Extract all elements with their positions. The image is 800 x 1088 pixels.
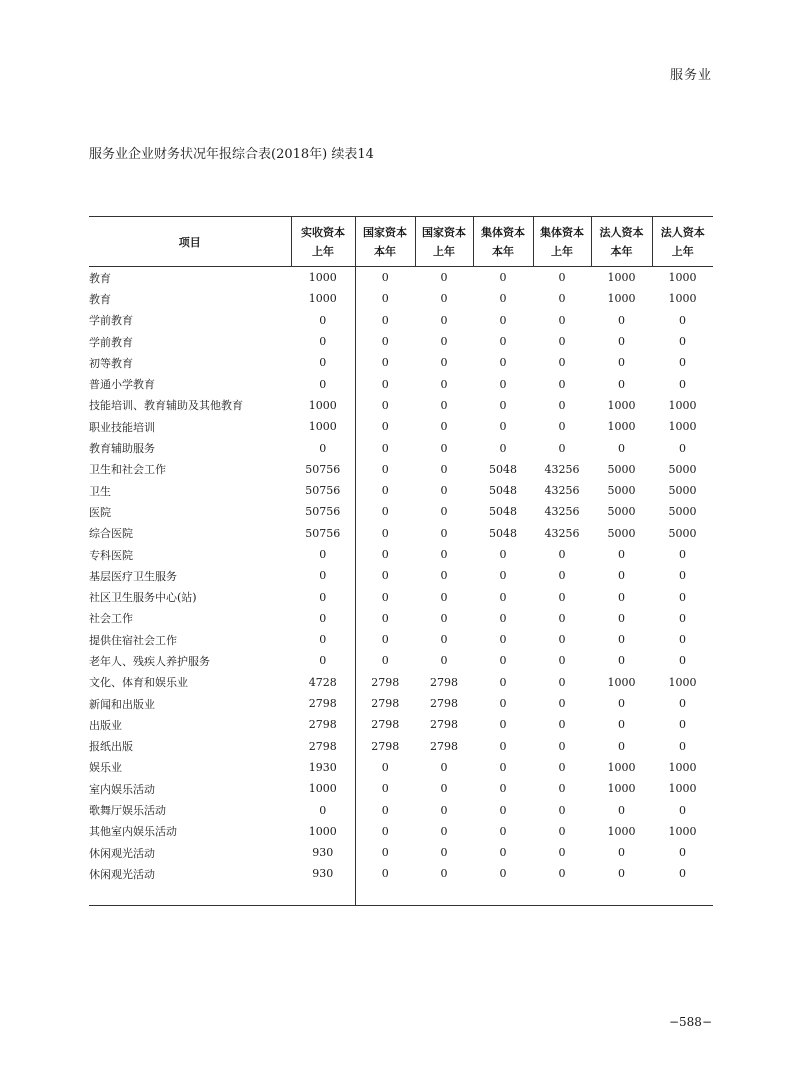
row-value-cell: 0: [381, 611, 389, 625]
row-value-cell: 0: [499, 782, 507, 796]
row-value-cell: 5000: [607, 462, 636, 476]
row-value-cell: 0: [291, 352, 355, 373]
row-value-cell: 0: [558, 867, 566, 881]
row-value-cell: 43256: [544, 526, 580, 540]
table-row: [89, 736, 713, 757]
row-item-label: 卫生: [89, 484, 111, 498]
spacer-cell: [473, 885, 533, 906]
row-value-cell: 1000: [668, 782, 697, 796]
row-value-cell: 0: [440, 505, 448, 519]
header-state-capital-last-year: 国家资本 上年: [415, 217, 473, 267]
row-value-cell: 0: [558, 633, 566, 647]
row-value-cell: 0: [499, 633, 507, 647]
row-item-label: 新闻和出版业: [89, 697, 155, 711]
header-item: 项目: [89, 217, 291, 267]
row-value-cell: 0: [499, 611, 507, 625]
row-value-cell: 0: [440, 569, 448, 583]
row-value-cell: 0: [440, 526, 448, 540]
row-value-cell: 1000: [291, 395, 355, 416]
row-value-cell: 0: [618, 590, 625, 604]
table-row: [89, 757, 713, 778]
row-value-cell: 1000: [607, 824, 636, 838]
row-item-label: 基层医疗卫生服务: [89, 569, 177, 583]
row-value-cell: 0: [381, 654, 389, 668]
header-row: [89, 217, 713, 267]
row-item-label: 专科医院: [89, 548, 133, 562]
row-value-cell: 0: [291, 565, 355, 586]
row-value-cell: 50756: [291, 480, 355, 501]
row-item-label: 卫生和社会工作: [89, 463, 166, 477]
row-value-cell: 0: [499, 590, 507, 604]
row-value-cell: 0: [558, 292, 566, 306]
row-value-cell: 0: [291, 629, 355, 650]
row-value-cell: 2798: [430, 675, 458, 689]
spacer-cell: [415, 885, 473, 906]
row-value-cell: 0: [618, 377, 625, 391]
row-value-cell: 0: [499, 548, 507, 561]
row-value-cell: 0: [440, 292, 448, 306]
row-value-cell: 0: [381, 760, 389, 774]
row-value-cell: 2798: [430, 718, 458, 732]
row-value-cell: 1000: [668, 675, 697, 689]
row-value-cell: 0: [499, 420, 507, 434]
table-row: [89, 799, 713, 820]
row-item-label: 普通小学教育: [89, 378, 155, 392]
header-collective-capital-last-year: 集体资本 上年: [533, 217, 591, 267]
row-value-cell: 1000: [291, 416, 355, 437]
row-item-label: 娱乐业: [89, 761, 122, 775]
row-value-cell: 0: [381, 462, 389, 476]
row-value-cell: 1000: [607, 760, 636, 774]
row-value-cell: 0: [381, 292, 389, 306]
row-value-cell: 0: [499, 335, 507, 349]
row-value-cell: 1000: [291, 778, 355, 799]
header-state-capital-this-year: 国家资本 本年: [355, 217, 415, 267]
row-item-label: 歌舞厅娱乐活动: [89, 804, 166, 818]
row-value-cell: 0: [440, 398, 448, 412]
row-value-cell: 0: [679, 654, 686, 668]
row-value-cell: 0: [291, 437, 355, 458]
row-value-cell: 5048: [489, 484, 517, 498]
row-item-label: 社会工作: [89, 612, 133, 626]
row-value-cell: 1000: [668, 824, 697, 838]
row-item-label: 学前教育: [89, 314, 133, 328]
row-value-cell: 0: [440, 335, 448, 349]
spacer-cell: [652, 885, 713, 906]
financial-table: [89, 216, 713, 906]
row-value-cell: 1000: [607, 292, 636, 306]
row-value-cell: 0: [499, 292, 507, 306]
table-row: [89, 586, 713, 607]
table-row: [89, 373, 713, 394]
row-value-cell: 0: [440, 760, 448, 774]
row-value-cell: 0: [558, 760, 566, 774]
page-number: −588−: [668, 1015, 712, 1029]
row-value-cell: 5000: [668, 462, 697, 476]
row-value-cell: 0: [440, 356, 448, 370]
row-value-cell: 0: [618, 803, 625, 817]
row-value-cell: 0: [618, 697, 625, 711]
row-item-label: 室内娱乐活动: [89, 782, 155, 796]
row-value-cell: 0: [381, 824, 389, 838]
row-value-cell: 0: [618, 356, 625, 370]
row-value-cell: 0: [558, 654, 566, 668]
row-value-cell: 0: [618, 633, 625, 647]
row-value-cell: 0: [618, 718, 625, 732]
spacer-cell: [591, 885, 652, 906]
row-value-cell: 0: [440, 824, 448, 838]
row-value-cell: 0: [558, 398, 566, 412]
row-value-cell: 5000: [607, 505, 636, 519]
row-value-cell: 5048: [489, 505, 517, 519]
row-value-cell: 0: [499, 569, 507, 583]
table-body: [89, 267, 713, 906]
spacer-cell: [89, 885, 291, 906]
row-value-cell: 50756: [291, 501, 355, 522]
row-value-cell: 0: [440, 803, 448, 817]
row-value-cell: 0: [558, 548, 566, 561]
row-value-cell: 0: [499, 654, 507, 668]
row-value-cell: 0: [381, 313, 389, 327]
row-value-cell: 0: [381, 398, 389, 412]
row-value-cell: 0: [291, 608, 355, 629]
row-value-cell: 0: [381, 846, 389, 860]
table-row: [89, 821, 713, 842]
table-row: [89, 501, 713, 522]
row-item-label: 提供住宿社会工作: [89, 633, 177, 647]
row-value-cell: 0: [440, 867, 448, 881]
row-item-label: 老年人、残疾人养护服务: [89, 654, 210, 668]
table-row: [89, 459, 713, 480]
row-item-label: 技能培训、教育辅助及其他教育: [89, 399, 243, 413]
row-value-cell: 0: [679, 313, 686, 327]
row-value-cell: 0: [679, 569, 686, 583]
row-value-cell: 0: [381, 271, 389, 285]
row-item-label: 初等教育: [89, 356, 133, 370]
row-value-cell: 0: [558, 697, 566, 711]
row-value-cell: 0: [558, 782, 566, 796]
row-value-cell: 0: [291, 586, 355, 607]
row-value-cell: 0: [679, 803, 686, 817]
row-item-label: 教育: [89, 292, 111, 306]
row-value-cell: 50756: [291, 459, 355, 480]
row-value-cell: 0: [558, 824, 566, 838]
row-value-cell: 0: [440, 377, 448, 391]
row-value-cell: 0: [558, 335, 566, 349]
row-value-cell: 1000: [291, 288, 355, 309]
row-value-cell: 43256: [544, 462, 580, 476]
row-value-cell: 2798: [291, 714, 355, 735]
row-item-label: 职业技能培训: [89, 420, 155, 434]
row-value-cell: 0: [499, 824, 507, 838]
row-item-label: 教育: [89, 271, 111, 285]
row-value-cell: 2798: [371, 739, 400, 753]
row-value-cell: 0: [381, 420, 389, 434]
row-value-cell: 0: [440, 846, 448, 860]
row-value-cell: 5048: [489, 462, 517, 476]
table-row: [89, 288, 713, 309]
row-value-cell: 0: [291, 650, 355, 671]
row-value-cell: 0: [618, 611, 625, 625]
table-row: [89, 629, 713, 650]
row-value-cell: 0: [618, 739, 625, 753]
row-value-cell: 50756: [291, 523, 355, 544]
row-value-cell: 0: [440, 313, 448, 327]
row-value-cell: 0: [558, 675, 566, 689]
table-row: [89, 714, 713, 735]
row-value-cell: 1000: [607, 271, 636, 285]
row-value-cell: 0: [679, 697, 686, 711]
row-value-cell: 0: [558, 803, 566, 817]
row-value-cell: 0: [679, 739, 686, 753]
row-value-cell: 0: [440, 462, 448, 476]
row-value-cell: 0: [440, 441, 448, 455]
row-value-cell: 5000: [668, 505, 697, 519]
spacer-cell: [355, 885, 415, 906]
row-value-cell: 0: [558, 718, 566, 732]
row-value-cell: 2798: [371, 697, 400, 711]
row-value-cell: 0: [558, 441, 566, 455]
row-value-cell: 1930: [291, 757, 355, 778]
row-value-cell: 0: [440, 271, 448, 285]
row-value-cell: 1000: [668, 760, 697, 774]
row-value-cell: 0: [558, 846, 566, 860]
row-value-cell: 2798: [430, 739, 458, 753]
row-value-cell: 930: [291, 863, 355, 884]
row-value-cell: 5000: [607, 526, 636, 540]
row-value-cell: 0: [679, 633, 686, 647]
row-value-cell: 0: [381, 633, 389, 647]
table-row: [89, 395, 713, 416]
row-value-cell: 0: [558, 377, 566, 391]
row-value-cell: 0: [291, 331, 355, 352]
table-row: [89, 331, 713, 352]
row-item-label: 综合医院: [89, 527, 133, 541]
row-value-cell: 1000: [668, 271, 697, 285]
spacer-cell: [533, 885, 591, 906]
row-value-cell: 0: [381, 803, 389, 817]
row-value-cell: 0: [440, 548, 448, 561]
table-row: [89, 523, 713, 544]
row-value-cell: 2798: [291, 693, 355, 714]
row-value-cell: 0: [558, 590, 566, 604]
row-value-cell: 2798: [371, 718, 400, 732]
row-value-cell: 0: [558, 611, 566, 625]
row-value-cell: 0: [381, 335, 389, 349]
row-value-cell: 0: [499, 441, 507, 455]
row-value-cell: 0: [618, 313, 625, 327]
row-value-cell: 2798: [291, 736, 355, 757]
row-value-cell: 930: [291, 842, 355, 863]
row-value-cell: 0: [440, 484, 448, 498]
row-value-cell: 1000: [291, 267, 355, 289]
row-item-label: 文化、体育和娱乐业: [89, 676, 188, 690]
header-collective-capital-this-year: 集体资本 本年: [473, 217, 533, 267]
row-value-cell: 5000: [607, 484, 636, 498]
header-legal-person-capital-this-year: 法人资本 本年: [591, 217, 652, 267]
row-value-cell: 0: [381, 441, 389, 455]
row-value-cell: 0: [618, 548, 625, 561]
header-legal-person-capital-last-year: 法人资本 上年: [652, 217, 713, 267]
row-value-cell: 0: [679, 846, 686, 860]
row-value-cell: 0: [499, 803, 507, 817]
table-row: [89, 650, 713, 671]
row-value-cell: 0: [679, 867, 686, 881]
row-item-label: 出版业: [89, 718, 122, 732]
row-value-cell: 2798: [430, 697, 458, 711]
row-value-cell: 5000: [668, 526, 697, 540]
row-value-cell: 0: [679, 377, 686, 391]
row-value-cell: 0: [381, 867, 389, 881]
table-row: [89, 778, 713, 799]
row-value-cell: 0: [499, 377, 507, 391]
row-value-cell: 0: [679, 548, 686, 561]
row-value-cell: 0: [440, 611, 448, 625]
row-item-label: 社区卫生服务中心(站): [89, 591, 197, 605]
table-row: [89, 310, 713, 331]
row-value-cell: 0: [499, 846, 507, 860]
row-value-cell: 0: [381, 526, 389, 540]
row-value-cell: 0: [440, 654, 448, 668]
row-value-cell: 0: [499, 718, 507, 732]
row-item-label: 休闲观光活动: [89, 846, 155, 860]
row-value-cell: 0: [291, 799, 355, 820]
row-item-label: 医院: [89, 505, 111, 519]
row-value-cell: 1000: [291, 821, 355, 842]
row-value-cell: 0: [499, 271, 507, 285]
row-value-cell: 1000: [668, 292, 697, 306]
row-value-cell: 0: [381, 484, 389, 498]
row-value-cell: 0: [499, 356, 507, 370]
row-value-cell: 0: [679, 590, 686, 604]
row-value-cell: 0: [291, 310, 355, 331]
row-item-label: 其他室内娱乐活动: [89, 825, 177, 839]
row-value-cell: 0: [679, 356, 686, 370]
running-head: 服务业: [669, 68, 712, 83]
row-value-cell: 1000: [668, 420, 697, 434]
table-row: [89, 863, 713, 884]
header-paid-in-capital-last-year: 实收资本 上年: [291, 217, 355, 267]
row-value-cell: 0: [381, 548, 389, 561]
table-row: [89, 693, 713, 714]
table-row: [89, 544, 713, 565]
row-value-cell: 0: [499, 313, 507, 327]
table-row: [89, 267, 713, 289]
row-value-cell: 1000: [668, 398, 697, 412]
row-value-cell: 5048: [489, 526, 517, 540]
row-value-cell: 1000: [607, 782, 636, 796]
financial-table-container: [89, 216, 713, 906]
row-value-cell: 1000: [607, 420, 636, 434]
row-item-label: 教育辅助服务: [89, 442, 155, 456]
spacer-cell: [291, 885, 355, 906]
row-value-cell: 0: [291, 544, 355, 565]
row-value-cell: 0: [499, 398, 507, 412]
row-value-cell: 0: [381, 590, 389, 604]
row-value-cell: 0: [618, 569, 625, 583]
row-value-cell: 0: [618, 867, 625, 881]
row-item-label: 休闲观光活动: [89, 867, 155, 881]
row-value-cell: 5000: [668, 484, 697, 498]
row-value-cell: 0: [618, 335, 625, 349]
row-value-cell: 0: [558, 420, 566, 434]
row-value-cell: 0: [291, 373, 355, 394]
row-value-cell: 0: [679, 335, 686, 349]
row-value-cell: 0: [381, 782, 389, 796]
row-value-cell: 0: [679, 441, 686, 455]
row-value-cell: 0: [618, 846, 625, 860]
row-value-cell: 0: [440, 420, 448, 434]
table-row: [89, 672, 713, 693]
row-value-cell: 43256: [544, 484, 580, 498]
row-value-cell: 0: [381, 505, 389, 519]
row-value-cell: 0: [558, 313, 566, 327]
row-value-cell: 0: [499, 739, 507, 753]
row-value-cell: 0: [558, 569, 566, 583]
row-value-cell: 0: [618, 441, 625, 455]
row-value-cell: 0: [558, 739, 566, 753]
row-item-label: 学前教育: [89, 335, 133, 349]
row-value-cell: 0: [618, 654, 625, 668]
row-value-cell: 0: [381, 377, 389, 391]
row-value-cell: 4728: [291, 672, 355, 693]
row-item-label: 报纸出版: [89, 740, 133, 754]
table-row: [89, 437, 713, 458]
table-spacer-row: [89, 885, 713, 906]
row-value-cell: 2798: [371, 675, 400, 689]
row-value-cell: 0: [499, 760, 507, 774]
row-value-cell: 0: [679, 611, 686, 625]
row-value-cell: 1000: [607, 675, 636, 689]
row-value-cell: 0: [440, 590, 448, 604]
row-value-cell: 0: [440, 633, 448, 647]
row-value-cell: 0: [499, 675, 507, 689]
table-row: [89, 416, 713, 437]
row-value-cell: 1000: [607, 398, 636, 412]
table-row: [89, 842, 713, 863]
row-value-cell: 0: [381, 569, 389, 583]
row-value-cell: 0: [381, 356, 389, 370]
table-row: [89, 565, 713, 586]
row-value-cell: 43256: [544, 505, 580, 519]
row-value-cell: 0: [558, 271, 566, 285]
row-value-cell: 0: [679, 718, 686, 732]
table-row: [89, 480, 713, 501]
row-value-cell: 0: [499, 867, 507, 881]
table-title: 服务业企业财务状况年报综合表(2018年) 续表14: [89, 147, 374, 162]
row-value-cell: 0: [499, 697, 507, 711]
table-row: [89, 352, 713, 373]
row-value-cell: 0: [440, 782, 448, 796]
table-row: [89, 608, 713, 629]
row-value-cell: 0: [558, 356, 566, 370]
